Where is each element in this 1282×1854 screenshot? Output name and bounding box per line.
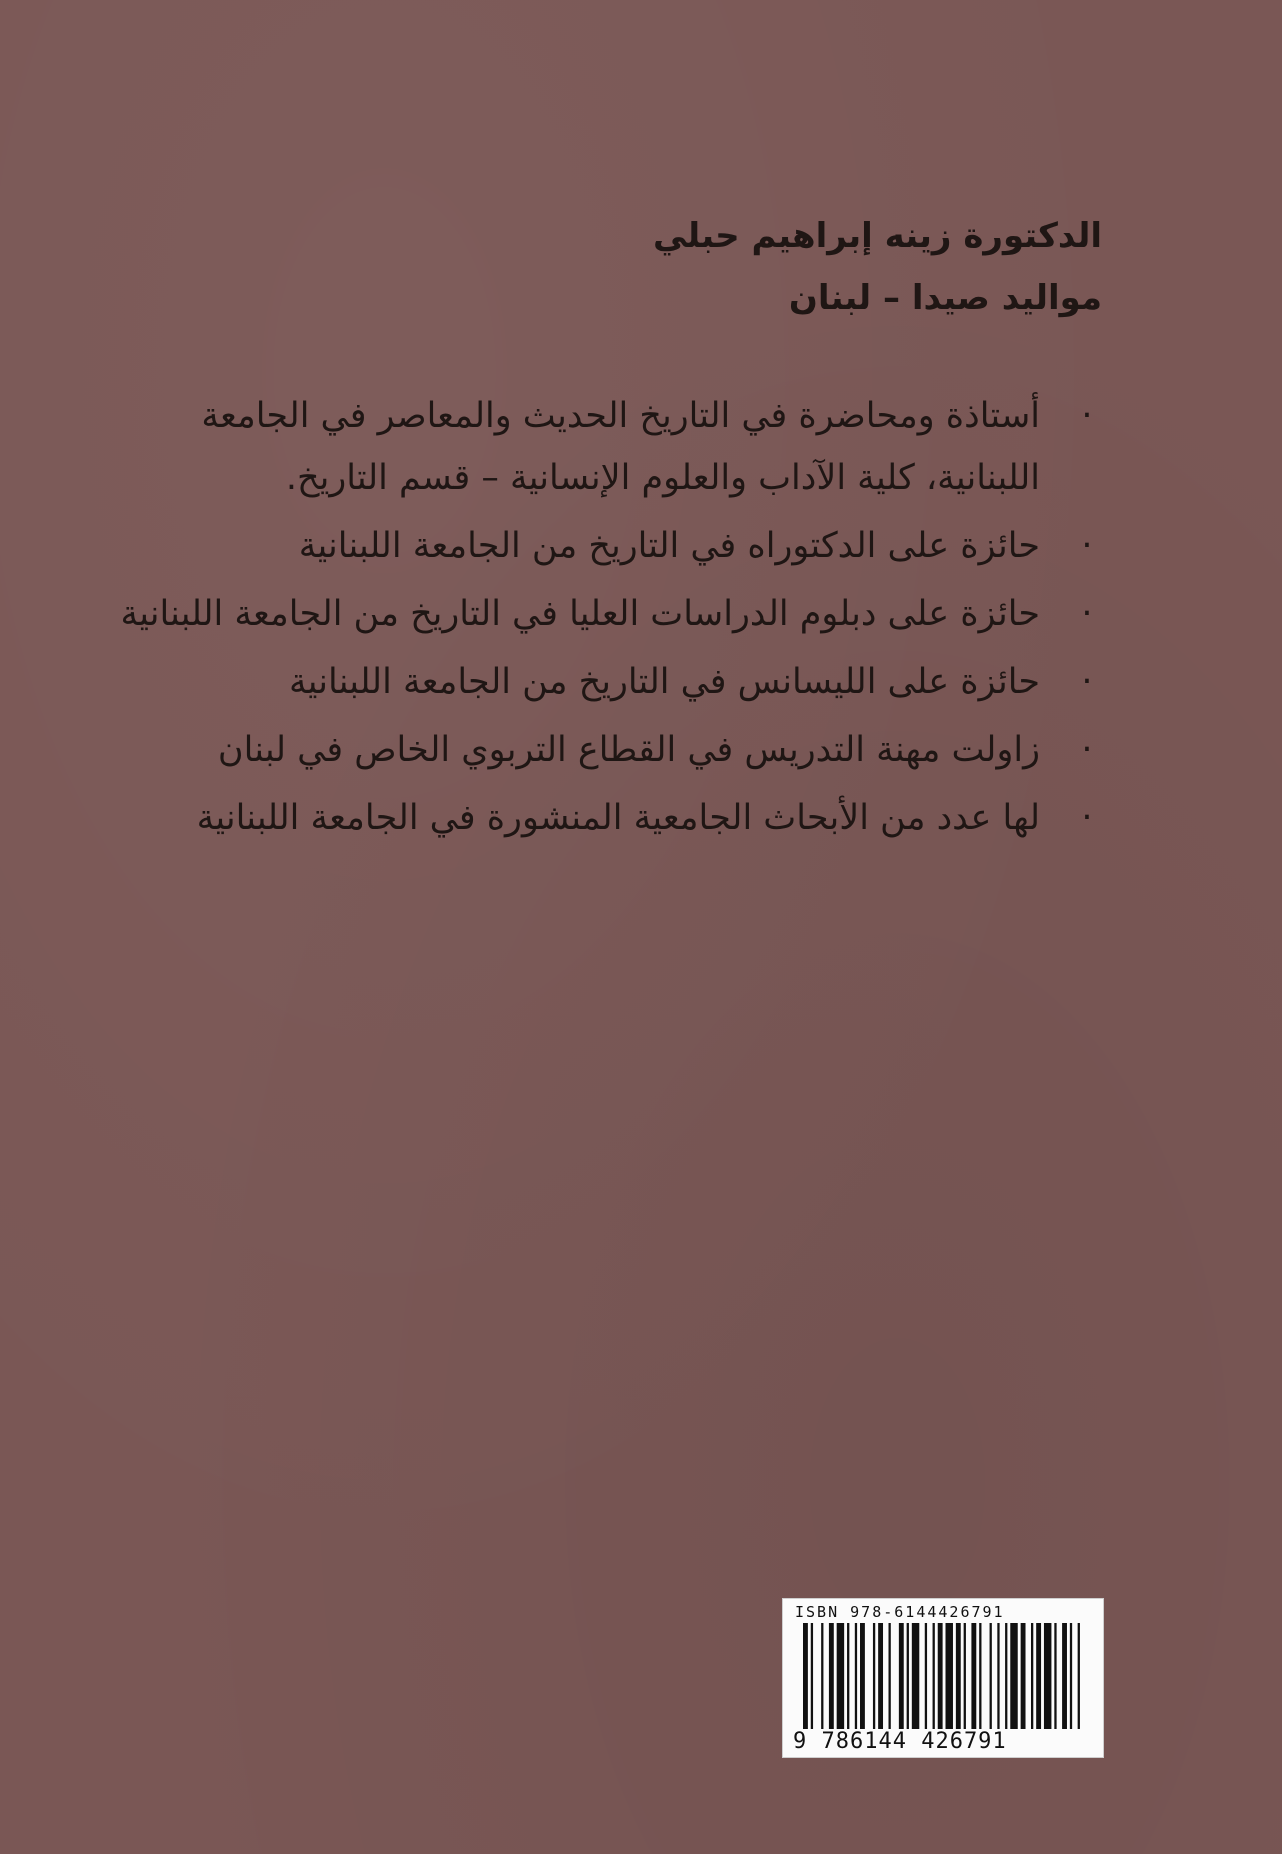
barcode-bar [938,1623,943,1729]
barcode-panel [782,1598,1104,1758]
bio-item-text: أستاذة ومحاضرة في التاريخ الحديث والمعاصر في الجامعة اللبنانية، كلية الآداب والعلوم الإنسانية – قسم التاريخ. [201,396,1040,498]
bio-item [100,651,1093,713]
barcode-digits: 9 786144 426791 [793,1729,1007,1754]
bullet-icon: · [1081,396,1093,436]
barcode-bar [821,1623,823,1729]
bio-item [100,787,1093,849]
barcode-bar [829,1623,834,1729]
bullet-icon: · [1081,526,1093,566]
barcode-bar [878,1623,883,1729]
barcode-bar [990,1623,992,1729]
bio-item-text: حائزة على دبلوم الدراسات العليا في التاريخ من الجامعة اللبنانية [120,594,1040,634]
author-block [402,205,1102,329]
barcode-bar [1062,1623,1067,1729]
author-birthplace: مواليد صيدا – لبنان [788,278,1102,318]
barcode-bar [837,1623,844,1729]
barcode-bar [803,1623,808,1729]
barcode-bar [889,1623,891,1729]
bio-list [100,385,1102,855]
bullet-icon: · [1081,662,1093,702]
bio-item [100,385,1093,509]
barcode-bar [847,1623,849,1729]
bio-item [100,719,1093,781]
barcode-bar [1010,1623,1017,1729]
barcode-bar [1005,1623,1007,1729]
barcode-bar [1078,1623,1080,1729]
barcode-bar [925,1623,927,1729]
barcode-bar [1054,1623,1056,1729]
barcode-icon [803,1623,1088,1735]
barcode-bar [946,1623,953,1729]
barcode-bar [956,1623,961,1729]
author-name: الدكتورة زينه إبراهيم حبلي [652,216,1102,256]
barcode-bar [1044,1623,1051,1729]
barcode-bar [1036,1623,1041,1729]
bullet-icon: · [1081,730,1093,770]
barcode-bar [1070,1623,1072,1729]
barcode-bar [971,1623,976,1729]
barcode-bar [855,1623,857,1729]
bullet-icon: · [1081,594,1093,634]
isbn-label: ISBN 978-6144426791 [795,1603,1005,1621]
barcode-bar [979,1623,981,1729]
bio-item [100,515,1093,577]
barcode-bar [1031,1623,1033,1729]
bullet-icon: · [1081,798,1093,838]
barcode-bar [964,1623,966,1729]
barcode-bar [907,1623,909,1729]
barcode-bar [1021,1623,1026,1729]
bio-item-text: لها عدد من الأبحاث الجامعية المنشورة في الجامعة اللبنانية [196,798,1040,838]
bio-item [100,583,1093,645]
barcode-bar [912,1623,919,1729]
barcode-bar [811,1623,813,1729]
barcode-bar [899,1623,904,1729]
bio-item-text: حائزة على الدكتوراه في التاريخ من الجامعة اللبنانية [298,526,1040,566]
barcode-bar [873,1623,875,1729]
barcode-bar [860,1623,865,1729]
bio-item-text: حائزة على الليسانس في التاريخ من الجامعة اللبنانية [288,662,1040,702]
bio-item-text: زاولت مهنة التدريس في القطاع التربوي الخاص في لبنان [217,730,1040,770]
barcode-bar [997,1623,999,1729]
barcode-bar [933,1623,935,1729]
